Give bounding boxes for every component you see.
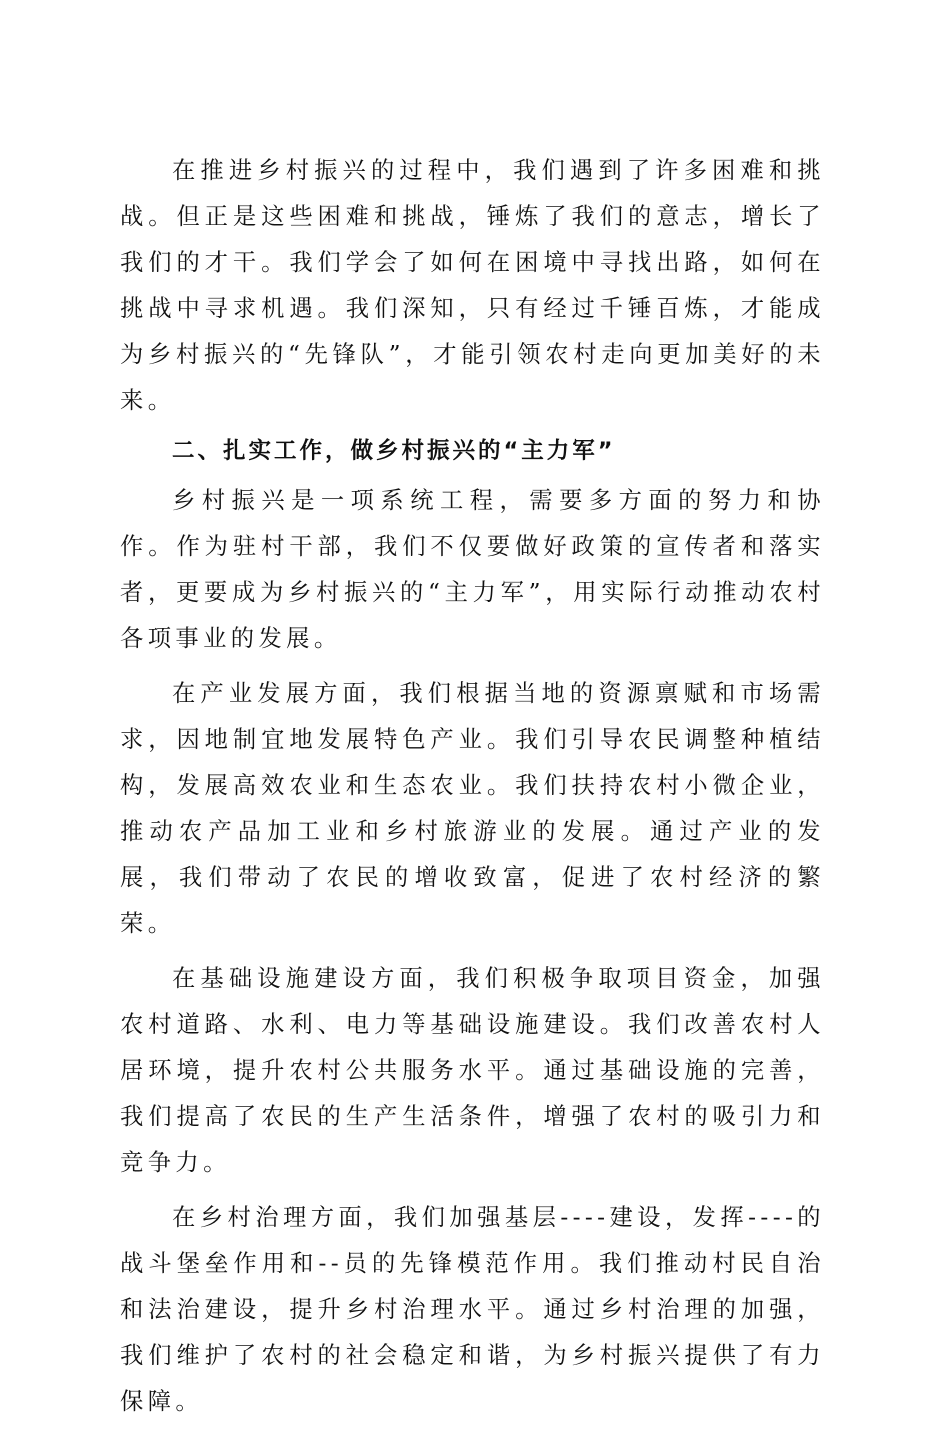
paragraph-industry: 在产业发展方面，我们根据当地的资源禀赋和市场需求，因地制宜地发展特色产业。我们引导农民调整种植结构，发展高效农业和生态农业。我们扶持农村小微企业，推动农产品加工业和乡村旅游业的发展。通过产业的发展，我们带动了农民的增收致富，促进了农村经济的繁荣。 [120, 680, 825, 937]
paragraph-infrastructure: 在基础设施建设方面，我们积极争取项目资金，加强农村道路、水利、电力等基础设施建设。我们改善农村人居环境，提升农村公共服务水平。通过基础设施的完善，我们提高了农民的生产生活条件，增强了农村的吸引力和竞争力。 [120, 965, 825, 1176]
section-heading: 二、扎实工作，做乡村振兴的“主力军” [172, 438, 616, 464]
paragraph-challenges: 在推进乡村振兴的过程中，我们遇到了许多困难和挑战。但正是这些困难和挑战，锤炼了我们的意志，增长了我们的才干。我们学会了如何在困境中寻找出路，如何在挑战中寻求机遇。我们深知，只有经过千锤百炼，才能成为乡村振兴的“先锋队”，才能引领农村走向更加美好的未来。 [120, 157, 825, 414]
paragraph-governance: 在乡村治理方面，我们加强基层----建设，发挥----的战斗堡垒作用和--员的先锋模范作用。我们推动村民自治和法治建设，提升乡村治理水平。通过乡村治理的加强，我们维护了农村的社会稳定和谐，为乡村振兴提供了有力保障。 [120, 1204, 825, 1415]
document-body [120, 148, 825, 1434]
paragraph-system-project: 乡村振兴是一项系统工程，需要多方面的努力和协作。作为驻村干部，我们不仅要做好政策的宣传者和落实者，更要成为乡村振兴的“主力军”，用实际行动推动农村各项事业的发展。 [120, 487, 825, 652]
